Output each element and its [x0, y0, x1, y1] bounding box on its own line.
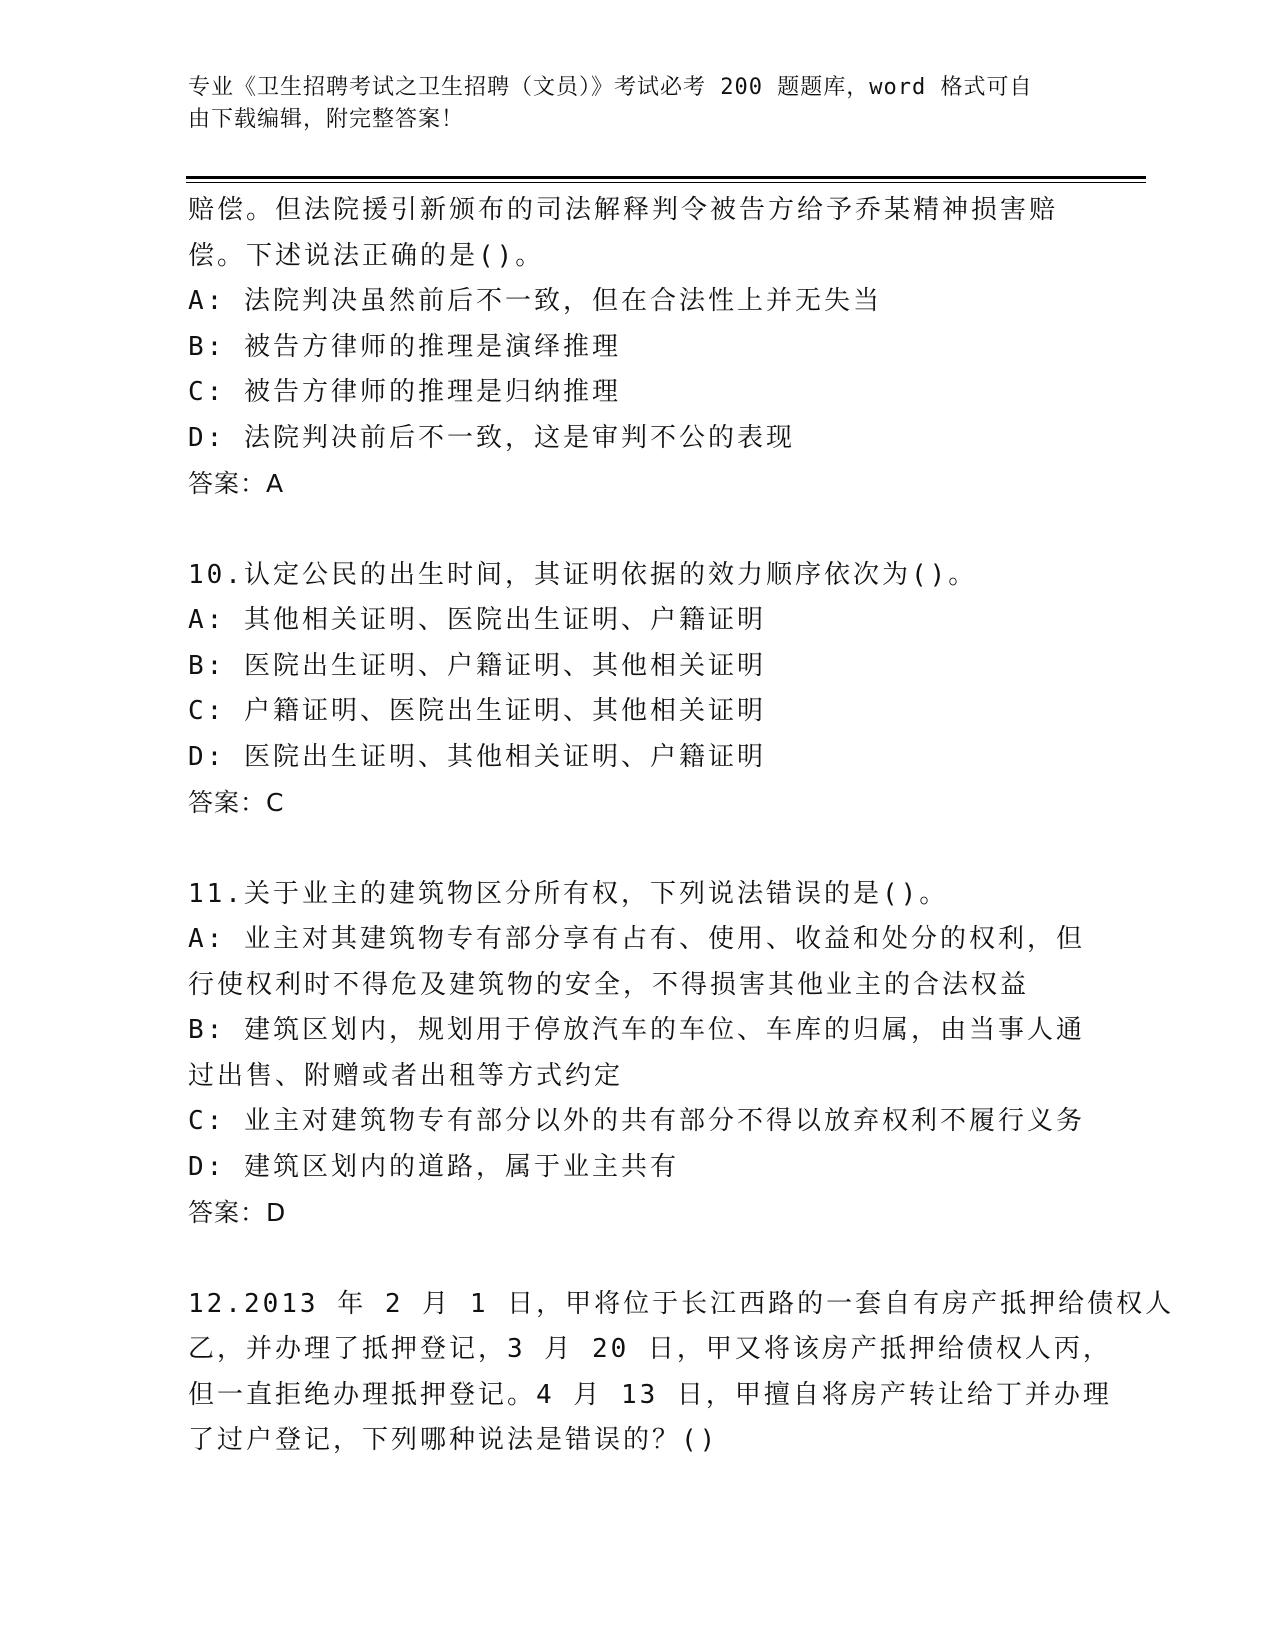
option-c: C: 被告方律师的推理是归纳推理: [188, 377, 621, 407]
question-stem-line: 了过户登记，下列哪种说法是错误的？(): [188, 1425, 719, 1455]
option-a-continued: 行使权利时不得危及建筑物的安全，不得损害其他业主的合法权益: [188, 969, 1030, 1000]
question-9: [188, 188, 1088, 507]
question-11: [188, 872, 1088, 1236]
question-stem-line: 赔偿。但法院援引新颁布的司法解释判令被告方给予乔某精神损害赔: [188, 195, 1059, 225]
question-10: [188, 553, 1088, 826]
option-b-continued: 过出售、附赠或者出租等方式约定: [188, 1060, 624, 1091]
question-stem-line: 乙，并办理了抵押登记，3 月 20 日，甲又将该房产抵押给债权人丙，: [188, 1334, 1112, 1364]
question-stem-line: 偿。下述说法正确的是()。: [188, 240, 545, 271]
option-d: D: 建筑区划内的道路，属于业主共有: [188, 1151, 679, 1182]
header-title-line-2: 由下载编辑，附完整答案！: [188, 107, 465, 132]
question-stem-line: 11.关于业主的建筑物区分所有权，下列说法错误的是()。: [188, 878, 949, 909]
question-stem-line: 但一直拒绝办理抵押登记。4 月 13 日，甲擅自将房产转让给丁并办理: [188, 1379, 1112, 1410]
option-d: D: 医院出生证明、其他相关证明、户籍证明: [188, 741, 766, 772]
document-body: [188, 188, 1175, 1464]
answer-label: 答案：C: [188, 788, 285, 817]
option-c: C: 户籍证明、医院出生证明、其他相关证明: [188, 696, 766, 726]
document-header: [188, 72, 1068, 136]
option-b: B: 建筑区划内，规划用于停放汽车的车位、车库的归属，由当事人通: [188, 1015, 1085, 1045]
question-12: [188, 1282, 1175, 1464]
option-c: C: 业主对建筑物专有部分以外的共有部分不得以放弃权利不履行义务: [188, 1106, 1085, 1136]
option-a: A: 法院判决虽然前后不一致，但在合法性上并无失当: [188, 286, 882, 316]
answer-label: 答案：D: [188, 1198, 287, 1227]
option-b: B: 医院出生证明、户籍证明、其他相关证明: [188, 650, 766, 681]
option-d: D: 法院判决前后不一致，这是审判不公的表现: [188, 422, 795, 453]
header-rule-thin: [186, 182, 1146, 183]
option-b: B: 被告方律师的推理是演绎推理: [188, 331, 621, 362]
answer-label: 答案：A: [188, 469, 285, 498]
option-a: A: 业主对其建筑物专有部分享有占有、使用、收益和处分的权利，但: [188, 924, 1085, 954]
question-stem-line: 12.2013 年 2 月 1 日，甲将位于长江西路的一套自有房产抵押给债权人: [188, 1288, 1175, 1319]
option-a: A: 其他相关证明、医院出生证明、户籍证明: [188, 605, 766, 635]
header-title-line-1: 专业《卫生招聘考试之卫生招聘（文员）》考试必考 200 题题库，word 格式可自: [188, 75, 1033, 100]
header-rule-thick: [186, 176, 1146, 179]
question-stem-line: 10.认定公民的出生时间，其证明依据的效力顺序依次为()。: [188, 559, 978, 590]
